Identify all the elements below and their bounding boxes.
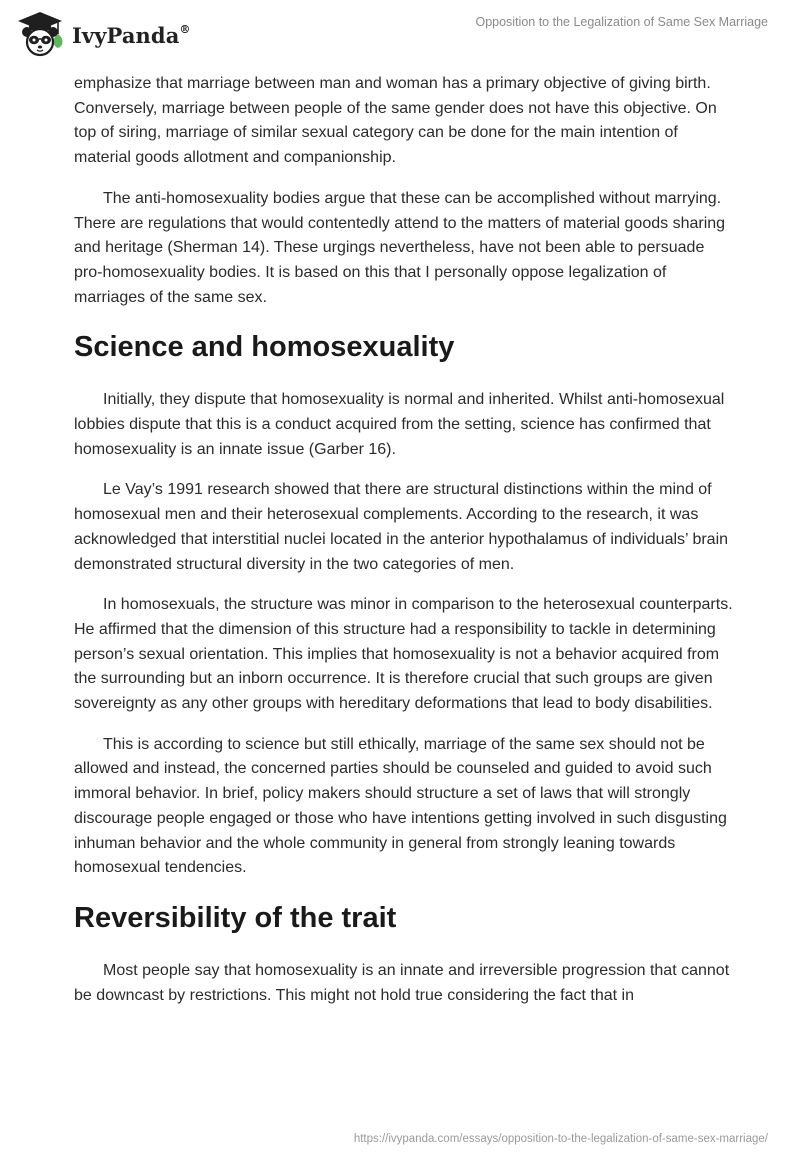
section-heading: Science and homosexuality <box>74 331 455 364</box>
paragraph: Most people say that homosexuality is an innate and irreversible progression that cannot be downcast by restrictions. This might not hold true considering the fact that in <box>74 961 730 1004</box>
section-heading: Reversibility of the trait <box>74 901 397 934</box>
paragraph: In homosexuals, the structure was minor in comparison to the heterosexual counterparts. He affirmed that the dimension of this structure had a responsibility to tackle in determining person’s sexual orientation. This implies that homosexuality is not a behavior acquired from the surrounding but an inborn occurrence. It is therefore crucial that such groups are given sovereignty as any other groups with hereditary deformations that lead to body disabilities. <box>74 596 733 713</box>
page-header <box>0 0 800 70</box>
document-title: Opposition to the Legalization of Same Sex Marriage <box>475 15 768 29</box>
essay-content <box>74 72 734 1024</box>
paragraph: Initially, they dispute that homosexuality is normal and inherited. Whilst anti-homosexual lobbies dispute that this is a conduct acquired from the setting, science has confirmed that homosexuality is an innate issue (Garber 16). <box>74 391 725 458</box>
panda-logo-icon <box>14 8 66 58</box>
logo-text: IvyPanda® <box>72 22 191 48</box>
paragraph: The anti-homosexuality bodies argue that these can be accomplished without marrying. There are regulations that would contentedly attend to the matters of material goods sharing and heritage (Sherman 14). These urgings nevertheless, have not been able to persuade pro-homosexuality bodies. It is based on this that I personally oppose legalization of marriages of the same sex. <box>74 189 726 306</box>
logo[interactable] <box>14 8 191 58</box>
paragraph: Le Vay’s 1991 research showed that there are structural distinctions within the mind of homosexual men and their heterosexual complements. According to the research, it was acknowledged that interstitial nuclei located in the anterior hypothalamus of individuals’ brain demonstrated structural diversity in the two categories of men. <box>74 481 729 573</box>
footer-url[interactable]: https://ivypanda.com/essays/opposition-to-the-legalization-of-same-sex-marriage/ <box>353 1133 768 1145</box>
paragraph: emphasize that marriage between man and woman has a primary objective of giving birth. Conversely, marriage between people of the same gender does not have this objective. On top of siring, marriage of similar sexual category can be done for the main intention of material goods allotment and companionship. <box>74 75 717 167</box>
paragraph: This is according to science but still ethically, marriage of the same sex should not be allowed and instead, the concerned parties should be counseled and guided to avoid such immoral behavior. In brief, policy makers should structure a set of laws that will strongly discourage people engaged or those who have intentions getting involved in such disgusting inhuman behavior and the whole community in general from strongly leaning towards homosexual tendencies. <box>74 735 727 877</box>
